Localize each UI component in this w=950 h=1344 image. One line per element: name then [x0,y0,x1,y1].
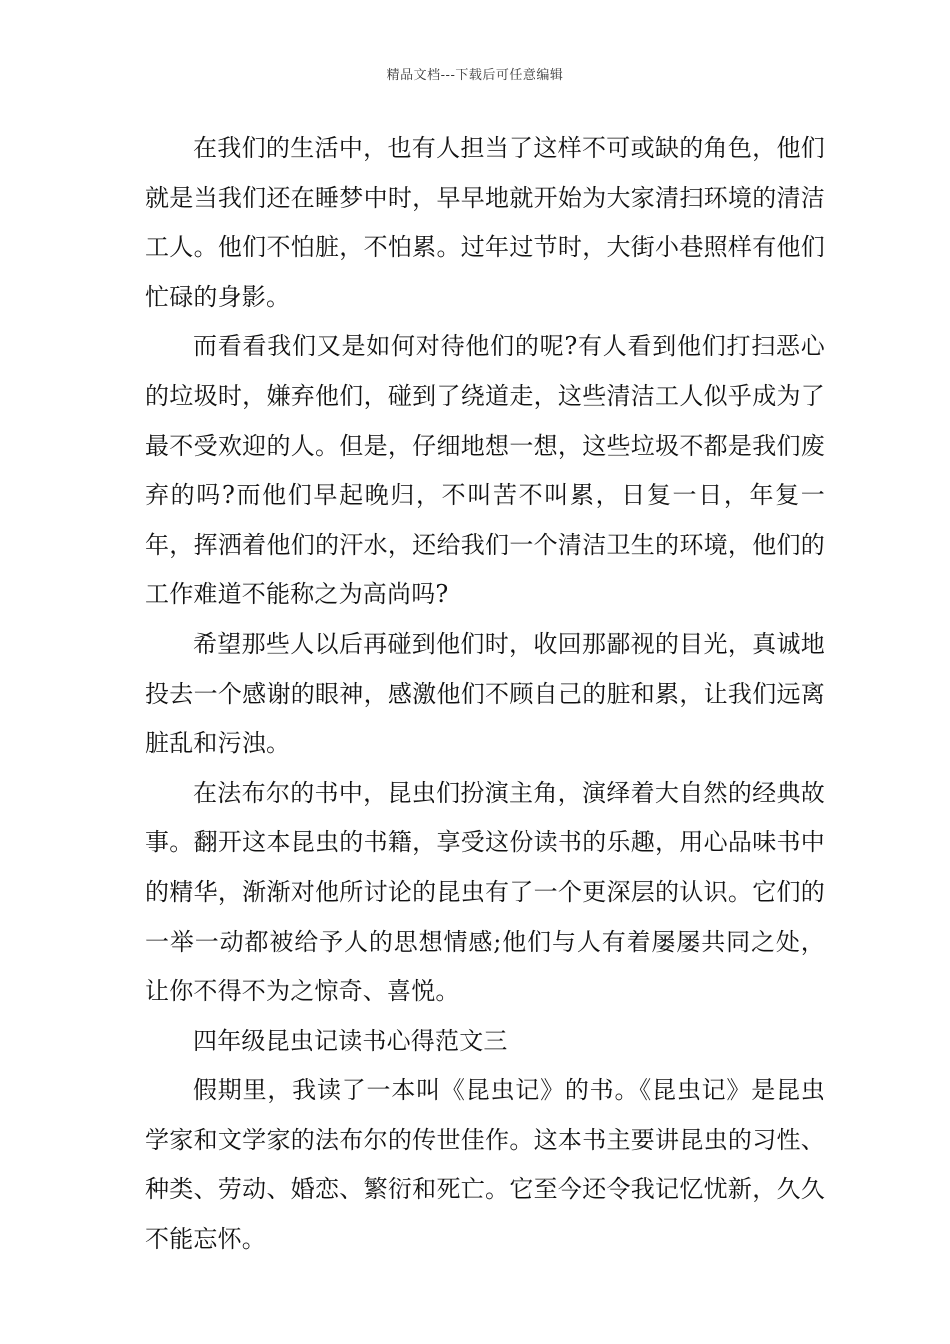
paragraph-how-we-treat-them: 而看看我们又是如何对待他们的呢?有人看到他们打扫恶心的垃圾时，嫌弃他们，碰到了绕道走，这些清洁工人似乎成为了最不受欢迎的人。但是，仔细地想一想，这些垃圾不都是我们废弃的吗?而他们早起晚归，不叫苦不叫累，日复一日，年复一年，挥洒着他们的汗水，还给我们一个清洁卫生的环境，他们的工作难道不能称之为高尚吗? [145,332,825,609]
paragraph-cleaners-role: 在我们的生活中，也有人担当了这样不可或缺的角色，他们就是当我们还在睡梦中时，早早地就开始为大家清扫环境的清洁工人。他们不怕脏，不怕累。过年过节时，大街小巷照样有他们忙碌的身影。 [145,134,825,311]
paragraph-fabre-insects: 在法布尔的书中，昆虫们扮演主角，演绎着大自然的经典故事。翻开这本昆虫的书籍，享受这份读书的乐趣，用心品味书中的精华，渐渐对他所讨论的昆虫有了一个更深层的认识。它们的一举一动都被给予人的思想情感;他们与人有着屡屡共同之处，让你不得不为之惊奇、喜悦。 [145,778,825,1006]
document-body [145,124,825,1265]
paragraph-hope: 希望那些人以后再碰到他们时，收回那鄙视的目光，真诚地投去一个感谢的眼神，感激他们不顾自己的脏和累，让我们远离脏乱和污浊。 [145,629,825,758]
page-header: 精品文档---下载后可任意编辑 [386,68,564,83]
section-heading: 四年级昆虫记读书心得范文三 [193,1026,508,1055]
paragraph-holiday-reading: 假期里，我读了一本叫《昆虫记》的书。《昆虫记》是昆虫学家和文学家的法布尔的传世佳作。这本书主要讲昆虫的习性、种类、劳动、婚恋、繁衍和死亡。它至今还令我记忆忧新，久久不能忘怀。 [145,1076,825,1254]
